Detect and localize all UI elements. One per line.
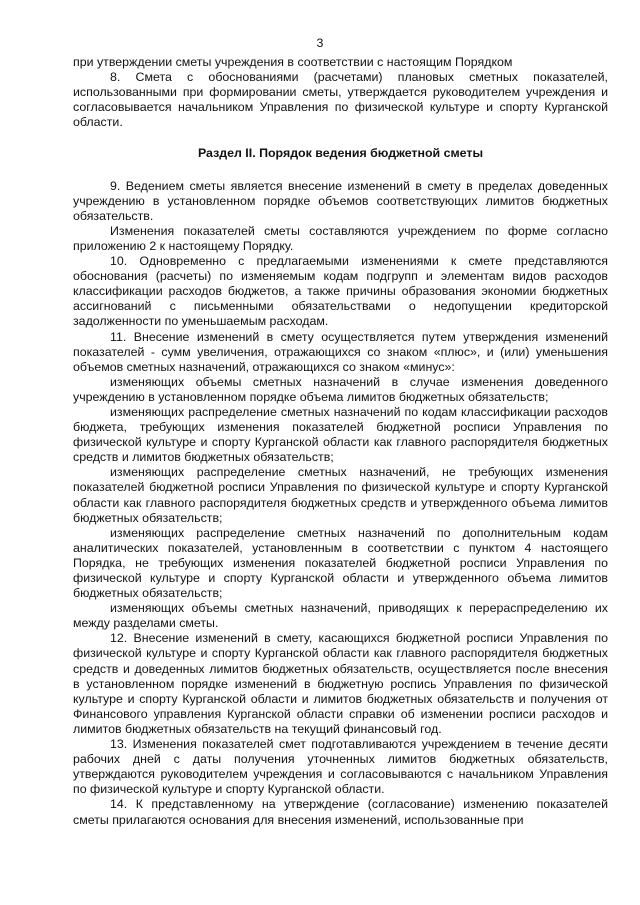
paragraph-14: 14. К представленному на утверждение (согласование) изменению показателей сметы прилагаются основания для внесения изменений, использованные при <box>73 797 608 827</box>
section-heading: Раздел II. Порядок ведения бюджетной сметы <box>197 146 484 161</box>
paragraph-11-item-5: изменяющих объемы сметных назначений, приводящих к перераспределению их между разделами сметы. <box>73 601 608 631</box>
paragraph-11-item-4: изменяющих распределение сметных назначений по дополнительным кодам аналитических показателей, установленным в соответствии с пунктом 4 настоящего Порядка, не требующих изменения показателей бюджетной росписи Управления по физической культуре и спорту Курганской области и утвержденного объема лимитов бюджетных обязательств; <box>73 525 608 601</box>
paragraph-11-item-1: изменяющих объемы сметных назначений в случае изменения доведенного учреждению в установленном порядке объема лимитов бюджетных обязательств; <box>73 374 608 404</box>
paragraph-11-item-3: изменяющих распределение сметных назначений, не требующих изменения показателей бюджетной росписи Управления по физической культуре и спорту Курганской области как главного распорядителя бюджетных средств и утвержденного объема лимитов бюджетных обязательств; <box>73 465 608 525</box>
paragraph-8: 8. Смета с обоснованиями (расчетами) плановых сметных показателей, использованными при формировании сметы, утверждается руководителем учреждения и согласовывается начальником Управления по физической культуре и спорту Курганской области. <box>73 70 608 130</box>
paragraph-13: 13. Изменения показателей смет подготавливаются учреждением в течение десяти рабочих дней с даты получения уточненных лимитов бюджетных обязательств, утверждаются руководителем учреждения и согласовываются с начальником Управления по физической культуре и спорту Курганской области. <box>73 737 608 797</box>
paragraph-10: 10. Одновременно с предлагаемыми изменениями к смете представляются обоснования (расчеты) по изменяемым кодам подгрупп и элементам видов расходов классификации расходов бюджетов, а также причины образования экономии бюджетных ассигнований с письменными обязательствами о недопущении кредиторской задолженности по уменьшаемым расходам. <box>73 254 608 329</box>
paragraph-9-form: Изменения показателей сметы составляются учреждением по форме согласно приложению 2 к настоящему Порядку. <box>73 223 608 253</box>
paragraph-continuation: при утверждении сметы учреждения в соответствии с настоящим Порядком <box>73 55 513 69</box>
paragraph-9: 9. Ведением сметы является внесение изменений в смету в пределах доведенных учреждению в установленном порядке объемов соответствующих лимитов бюджетных обязательств. <box>73 178 608 223</box>
page-number: 3 <box>316 36 324 50</box>
paragraph-12: 12. Внесение изменений в смету, касающихся бюджетной росписи Управления по физической культуре и спорту Курганской области как главного распорядителя бюджетных средств и доведенных лимитов бюджетных обязательств, осуществляется после внесения в установленном порядке изменений в бюджетную роспись Управления по физической культуре и спорту Курганской области и лимитов бюджетных обязательств и получения от Финансового управления Курганской области справки об изменении росписи расходов и лимитов бюджетных обязательств на текущий финансовый год. <box>73 631 608 736</box>
paragraph-11: 11. Внесение изменений в смету осуществляется путем утверждения изменений показателей - сумм увеличения, отражающихся со знаком «плюс», и (или) уменьшения объемов сметных назначений, отражающихся со знаком «минус»: <box>73 329 608 374</box>
paragraph-11-item-2: изменяющих распределение сметных назначений по кодам классификации расходов бюджета, требующих изменения показателей бюджетной росписи Управления по физической культуре и спорту Курганской области как главного распорядителя бюджетных средств и лимитов бюджетных обязательств; <box>73 404 608 465</box>
document-body <box>73 55 608 828</box>
